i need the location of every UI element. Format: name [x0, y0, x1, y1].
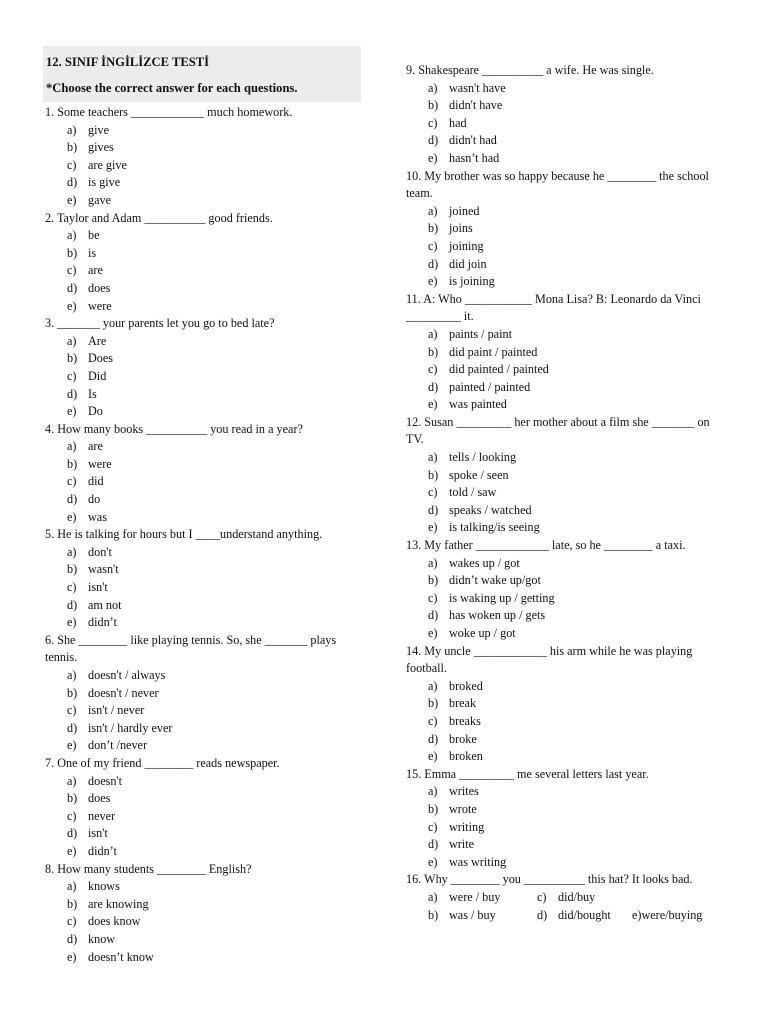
option-letter: e) — [67, 738, 77, 753]
answer-option — [67, 438, 363, 456]
option-text: broken — [449, 749, 483, 764]
option-letter: d) — [67, 826, 78, 841]
option-letter: c) — [67, 914, 77, 929]
options-list — [45, 878, 363, 966]
option-text: are knowing — [88, 896, 149, 911]
right-column — [406, 62, 728, 924]
option-letter: a) — [428, 678, 438, 693]
question-block — [45, 104, 363, 210]
options-list — [45, 438, 363, 526]
option-text: doesn't / never — [88, 685, 159, 700]
options-list — [45, 333, 363, 421]
option-letter: d) — [428, 502, 439, 517]
option-text: is joining — [449, 274, 495, 289]
option-letter: e) — [428, 150, 438, 165]
answer-option — [428, 590, 728, 608]
option-text: isn't — [88, 580, 108, 595]
option-text: spoke / seen — [449, 467, 509, 482]
answer-option — [428, 572, 728, 590]
answer-option — [67, 174, 363, 192]
option-text: were — [88, 456, 112, 471]
option-letter: c) — [67, 368, 77, 383]
inline-options-row — [406, 907, 728, 925]
option-text: break — [449, 696, 477, 711]
option-text: didn’t — [88, 615, 117, 630]
option-letter: b) — [67, 456, 78, 471]
option-text: was — [88, 509, 107, 524]
option-letter: c) — [67, 263, 77, 278]
answer-option — [67, 298, 363, 316]
option-letter: d) — [67, 720, 78, 735]
option-letter: a) — [67, 333, 77, 348]
option-letter: d) — [67, 931, 78, 946]
option-text: broke — [449, 731, 477, 746]
option-letter: b) — [428, 344, 439, 359]
answer-option — [67, 737, 363, 755]
option-letter: e) — [428, 397, 438, 412]
option-letter: b) — [428, 907, 439, 922]
answer-option — [67, 843, 363, 861]
option-letter: b) — [428, 801, 439, 816]
option-text: was / buy — [449, 907, 496, 922]
option-letter: d) — [428, 837, 439, 852]
option-letter: e) — [428, 749, 438, 764]
option-text: e)were/buying — [632, 907, 703, 922]
option-text: did painted / painted — [449, 362, 549, 377]
option-text: write — [449, 837, 475, 852]
option-letter: d) — [67, 597, 78, 612]
options-list — [406, 326, 728, 414]
inline-options-row — [406, 889, 728, 907]
options-list — [45, 544, 363, 632]
question-block — [45, 210, 363, 316]
answer-option — [67, 456, 363, 474]
option-letter: d) — [67, 492, 78, 507]
question-text: 10. My brother was so happy because he ________ the school team. — [406, 168, 709, 201]
option-text: speaks / watched — [449, 502, 532, 517]
question-text: 4. How many books __________ you read in a year? — [45, 421, 303, 436]
option-letter: e) — [428, 274, 438, 289]
answer-option — [67, 491, 363, 509]
option-text: did join — [449, 256, 487, 271]
option-text: give — [88, 122, 109, 137]
answer-option — [67, 509, 363, 527]
option-text: writes — [449, 784, 479, 799]
option-letter: a) — [428, 889, 438, 904]
option-letter: d) — [67, 175, 78, 190]
option-text: did/buy — [558, 889, 596, 904]
options-list — [45, 667, 363, 755]
option-letter: d) — [67, 386, 78, 401]
answer-option — [428, 555, 728, 573]
option-letter: b) — [428, 573, 439, 588]
answer-option — [428, 854, 728, 872]
answer-option — [67, 790, 363, 808]
question-text: 16. Why ________ you __________ this hat? It looks bad. — [406, 872, 693, 887]
option-text: Do — [88, 404, 103, 419]
answer-option — [428, 731, 728, 749]
question-block — [406, 168, 728, 291]
option-letter: b) — [428, 467, 439, 482]
option-letter: c) — [428, 238, 438, 253]
answer-option — [428, 132, 728, 150]
answer-option — [67, 333, 363, 351]
question-block — [45, 861, 363, 967]
answer-option — [67, 579, 363, 597]
option-text: never — [88, 808, 116, 823]
option-text: is give — [88, 175, 121, 190]
option-text: paints / paint — [449, 326, 512, 341]
option-text: don't — [88, 544, 112, 559]
option-text: gives — [88, 140, 114, 155]
option-text: was writing — [449, 854, 507, 869]
answer-option — [67, 122, 363, 140]
question-block — [45, 421, 363, 527]
option-text: joined — [449, 203, 480, 218]
answer-option — [428, 467, 728, 485]
option-text: know — [88, 931, 116, 946]
option-text: does know — [88, 914, 141, 929]
option-text: had — [449, 115, 467, 130]
answer-option — [428, 115, 728, 133]
option-text: woke up / got — [449, 626, 516, 640]
option-text: isn't / never — [88, 703, 145, 718]
option-letter: c) — [428, 485, 438, 500]
option-letter: e) — [67, 404, 77, 419]
option-text: tells / looking — [449, 450, 517, 465]
question-block — [406, 291, 728, 414]
option-text: is — [88, 245, 97, 260]
answer-option — [428, 519, 728, 537]
option-text: Is — [88, 386, 97, 401]
answer-option — [67, 896, 363, 914]
option-letter: e) — [67, 843, 77, 858]
answer-option — [67, 139, 363, 157]
option-letter: a) — [428, 326, 438, 341]
answer-option — [428, 695, 728, 713]
answer-option — [428, 80, 728, 98]
options-list — [45, 773, 363, 861]
option-text: joining — [449, 238, 484, 253]
answer-option — [428, 713, 728, 731]
option-text: Did — [88, 368, 107, 383]
option-text: has woken up / gets — [449, 608, 546, 623]
answer-option — [428, 748, 728, 766]
answer-option — [67, 667, 363, 685]
option-text: hasn’t had — [449, 150, 500, 165]
option-text: broked — [449, 678, 483, 693]
question-text: 2. Taylor and Adam __________ good friends. — [45, 210, 273, 225]
question-text: 1. Some teachers ____________ much homework. — [45, 105, 293, 119]
test-header — [43, 46, 361, 102]
answer-option — [67, 192, 363, 210]
option-letter: a) — [67, 668, 77, 682]
option-text: were — [88, 298, 112, 313]
answer-option — [67, 614, 363, 632]
answer-option — [428, 484, 728, 502]
option-text: be — [88, 228, 100, 243]
option-text: wasn't — [88, 562, 119, 577]
option-letter: b) — [428, 696, 439, 711]
answer-option — [67, 913, 363, 931]
option-text: didn’t — [88, 843, 117, 858]
option-text: told / saw — [449, 485, 497, 500]
option-letter: e) — [67, 949, 77, 964]
answer-option — [67, 685, 363, 703]
option-text: do — [88, 492, 101, 507]
answer-option — [67, 262, 363, 280]
answer-option — [428, 379, 728, 397]
option-text: writing — [449, 819, 485, 834]
option-letter: c) — [537, 889, 547, 904]
answer-option — [67, 350, 363, 368]
answer-option — [67, 157, 363, 175]
answer-option — [67, 773, 363, 791]
option-letter: c) — [428, 115, 438, 130]
answer-option — [428, 502, 728, 520]
option-text: knows — [88, 879, 120, 894]
question-block — [406, 537, 728, 643]
answer-option — [428, 203, 728, 221]
question-text: 3. _______ your parents let you go to bed late? — [45, 316, 275, 331]
answer-option — [67, 473, 363, 491]
option-text: isn't — [88, 826, 108, 841]
option-letter: d) — [428, 379, 439, 394]
option-letter: b) — [428, 221, 439, 236]
answer-option — [428, 819, 728, 837]
option-text: Are — [88, 333, 107, 348]
answer-option — [428, 256, 728, 274]
option-text: wasn't have — [449, 80, 506, 95]
option-letter: c) — [67, 808, 77, 823]
answer-option — [428, 836, 728, 854]
option-letter: b) — [67, 685, 78, 700]
answer-option — [67, 544, 363, 562]
options-list — [406, 449, 728, 537]
option-text: are — [88, 439, 103, 454]
answer-option — [428, 607, 728, 625]
option-letter: d) — [537, 907, 548, 922]
answer-option — [428, 326, 728, 344]
question-16 — [406, 871, 728, 924]
option-letter: c) — [428, 590, 438, 605]
answer-option — [428, 220, 728, 238]
answer-option — [67, 386, 363, 404]
answer-option — [428, 273, 728, 291]
option-letter: b) — [67, 245, 78, 260]
answer-option — [67, 878, 363, 896]
option-text: did paint / painted — [449, 344, 538, 359]
option-letter: d) — [428, 133, 439, 148]
options-list — [406, 203, 728, 291]
option-letter: a) — [67, 228, 77, 243]
option-text: does — [88, 791, 111, 806]
option-letter: e) — [428, 626, 438, 640]
answer-option — [67, 825, 363, 843]
option-letter: c) — [67, 580, 77, 595]
left-question-list — [45, 104, 363, 966]
option-letter: b) — [67, 791, 78, 806]
option-text: joins — [449, 221, 473, 236]
option-text: isn't / hardly ever — [88, 720, 173, 735]
option-letter: b) — [67, 562, 78, 577]
option-text: wakes up / got — [449, 555, 520, 570]
question-text: 11. A: Who ___________ Mona Lisa? B: Leonardo da Vinci _________ it. — [406, 291, 701, 324]
option-text: doesn't — [88, 773, 123, 788]
option-letter: d) — [428, 256, 439, 271]
option-text: wrote — [449, 801, 477, 816]
question-text: 12. Susan _________ her mother about a film she _______ on TV. — [406, 414, 710, 447]
option-letter: a) — [428, 203, 438, 218]
answer-option — [67, 808, 363, 826]
option-letter: a) — [67, 879, 77, 894]
option-letter: e) — [67, 298, 77, 313]
option-text: were / buy — [449, 889, 501, 904]
answer-option — [67, 368, 363, 386]
option-letter: a) — [67, 122, 77, 137]
option-letter: c) — [67, 157, 77, 172]
answer-option — [67, 720, 363, 738]
answer-option — [428, 344, 728, 362]
option-letter: a) — [428, 555, 438, 570]
option-text: Does — [88, 351, 114, 366]
option-text: is waking up / getting — [449, 590, 555, 605]
options-list — [406, 555, 728, 643]
options-list — [45, 227, 363, 315]
question-text: 8. How many students ________ English? — [45, 861, 252, 876]
option-letter: d) — [428, 608, 439, 623]
option-text: didn't have — [449, 98, 503, 113]
option-letter: a) — [67, 439, 77, 454]
option-text: didn’t wake up/got — [449, 573, 541, 588]
question-text: 14. My uncle ____________ his arm while he was playing football. — [406, 643, 693, 676]
option-letter: a) — [428, 784, 438, 799]
question-text: 6. She ________ like playing tennis. So, she _______ plays tennis. — [45, 632, 337, 665]
options-list — [406, 783, 728, 871]
answer-option — [67, 931, 363, 949]
option-text: don’t /never — [88, 738, 148, 753]
option-text: painted / painted — [449, 379, 531, 394]
answer-option — [67, 561, 363, 579]
answer-option — [67, 597, 363, 615]
option-letter: c) — [67, 474, 77, 489]
option-letter: e) — [67, 615, 77, 630]
left-column — [45, 46, 363, 966]
question-block — [45, 632, 363, 755]
option-text: breaks — [449, 713, 481, 728]
option-text: was painted — [449, 397, 507, 412]
answer-option — [428, 238, 728, 256]
option-letter: b) — [67, 896, 78, 911]
option-letter: e) — [67, 509, 77, 524]
test-title: 12. SINIF İNGİLİZCE TESTİ — [46, 55, 210, 69]
answer-option — [428, 625, 728, 643]
option-letter: e) — [67, 192, 77, 207]
answer-option — [428, 678, 728, 696]
answer-option — [67, 403, 363, 421]
question-text: 15. Emma _________ me several letters last year. — [406, 766, 649, 781]
question-text: 9. Shakespeare __________ a wife. He was single. — [406, 63, 654, 77]
option-letter: c) — [67, 703, 77, 718]
option-letter: b) — [67, 351, 78, 366]
option-letter: b) — [67, 140, 78, 155]
option-letter: a) — [428, 450, 438, 465]
options-list — [406, 678, 728, 766]
option-letter: c) — [428, 362, 438, 377]
answer-option — [67, 280, 363, 298]
option-letter: c) — [428, 713, 438, 728]
option-text: did/bought — [558, 907, 611, 922]
options-list — [45, 122, 363, 210]
answer-option — [428, 150, 728, 168]
answer-option — [428, 361, 728, 379]
answer-option — [67, 949, 363, 967]
question-text: 7. One of my friend ________ reads newspaper. — [45, 755, 280, 770]
option-text: are give — [88, 157, 127, 172]
answer-option — [428, 801, 728, 819]
option-letter: c) — [428, 819, 438, 834]
answer-option — [428, 449, 728, 467]
question-block — [45, 755, 363, 861]
question-block — [406, 766, 728, 872]
right-question-list — [406, 62, 728, 871]
question-block — [45, 526, 363, 632]
option-text: gave — [88, 192, 112, 207]
option-letter: e) — [428, 854, 438, 869]
answer-option — [67, 245, 363, 263]
question-block — [406, 62, 728, 168]
option-letter: a) — [428, 80, 438, 95]
answer-option — [67, 702, 363, 720]
options-list — [406, 80, 728, 168]
question-block — [45, 315, 363, 421]
question-block — [406, 414, 728, 537]
option-letter: d) — [67, 280, 78, 295]
option-text: didn't had — [449, 133, 497, 148]
option-text: doesn't / always — [88, 668, 166, 682]
answer-option — [428, 783, 728, 801]
question-block — [406, 643, 728, 766]
question-text: 13. My father ____________ late, so he ________ a taxi. — [406, 538, 686, 553]
option-letter: a) — [67, 773, 77, 788]
answer-option — [67, 227, 363, 245]
option-text: doesn’t know — [88, 949, 154, 964]
option-text: does — [88, 280, 111, 295]
question-text: 5. He is talking for hours but I ____understand anything. — [45, 527, 323, 542]
answer-option — [428, 396, 728, 414]
option-letter: a) — [67, 544, 77, 559]
option-letter: e) — [428, 520, 438, 535]
answer-option — [428, 97, 728, 115]
option-text: did — [88, 474, 104, 489]
option-letter: b) — [428, 98, 439, 113]
test-instructions: *Choose the correct answer for each questions. — [46, 81, 298, 95]
option-text: is talking/is seeing — [449, 520, 540, 535]
option-text: am not — [88, 597, 122, 612]
option-text: are — [88, 263, 103, 278]
option-letter: d) — [428, 731, 439, 746]
